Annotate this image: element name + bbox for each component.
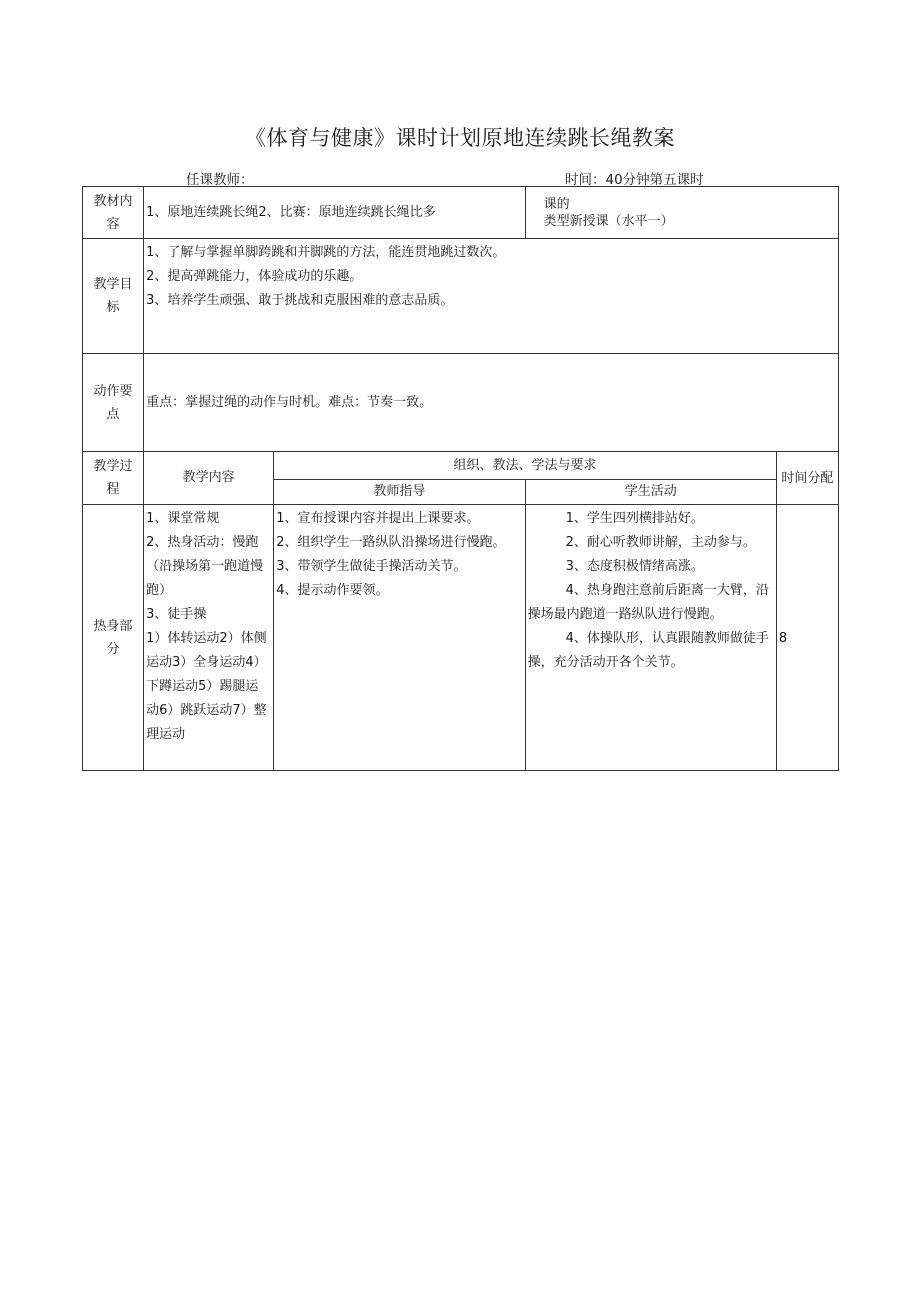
- student-activity-item: 3、态度积极情绪高涨。: [565, 559, 704, 574]
- material-row: [83, 187, 839, 239]
- teacher-guidance-item: 1、宣布授课内容并提出上课要求。: [276, 511, 480, 526]
- material-content: 1、原地连续跳长绳2、比赛：原地连续跳长绳比多: [144, 187, 525, 239]
- lesson-plan-table: [82, 186, 839, 771]
- process-header: 教学过程: [83, 452, 144, 505]
- page-title: 《体育与健康》课时计划原地连续跳长绳教案: [245, 126, 675, 150]
- goals-list: [144, 239, 839, 354]
- content-header: 教学内容: [144, 452, 274, 505]
- warmup-student-activity: [525, 505, 776, 771]
- teacher-label: 任课教师：: [186, 172, 254, 188]
- warmup-teacher-guidance: [274, 505, 525, 771]
- method-group-header: 组织、教法、学法与要求: [274, 452, 777, 480]
- teacher-guidance-header: 教师指导: [274, 480, 525, 505]
- lesson-type-line2: 类型新授课（水平一）: [543, 213, 674, 229]
- warmup-label: 热身部分: [83, 505, 144, 771]
- time-label: 时间：40分钟第五课时: [565, 172, 704, 188]
- goal-item: 3、培养学生顽强、敢于挑战和克服困难的意志品质。: [146, 293, 454, 308]
- teacher-guidance-item: 3、带领学生做徒手操活动关节。: [276, 559, 467, 574]
- time-header: 时间分配: [776, 452, 838, 505]
- warmup-row: [83, 505, 839, 771]
- lesson-type: [525, 187, 838, 239]
- student-activity-item: 2、耐心听教师讲解，主动参与。: [565, 535, 756, 550]
- teacher-guidance-item: 2、组织学生一路纵队沿操场进行慢跑。: [276, 535, 506, 550]
- warmup-time: 8: [776, 505, 838, 771]
- teacher-guidance-item: 4、提示动作要领。: [276, 583, 389, 598]
- student-activity-item: 4、热身跑注意前后距离一大臂，沿操场最内跑道一路纵队进行慢跑。: [527, 583, 769, 622]
- goals-label: 教学目标: [83, 239, 144, 354]
- goal-item: 2、提高弹跳能力，体验成功的乐趣。: [146, 269, 363, 284]
- student-activity-item: 4、体操队形，认真跟随教师做徒手操，充分活动开各个关节。: [527, 631, 769, 670]
- material-label: 教材内容: [83, 187, 144, 239]
- student-activity-item: 1、学生四列横排站好。: [565, 511, 704, 526]
- lesson-type-line1: 课的: [543, 196, 570, 212]
- goal-item: 1、了解与掌握单脚跨跳和并脚跳的方法，能连贯地跳过数次。: [146, 245, 506, 260]
- keypoints-row: [83, 354, 839, 452]
- goals-row: [83, 239, 839, 354]
- warmup-content: 1、课堂常规 2、热身活动：慢跑（沿操场第一跑道慢跑） 3、徒手操 1）体转运动2）体侧运动3）全身运动4）下蹲运动5）踢腿运动6）跳跃运动7）整理运动: [144, 505, 274, 771]
- student-activity-header: 学生活动: [525, 480, 776, 505]
- keypoints-content: 重点：掌握过绳的动作与时机。难点：节奏一致。: [144, 354, 839, 452]
- keypoints-label: 动作要点: [83, 354, 144, 452]
- header-row: [83, 452, 839, 480]
